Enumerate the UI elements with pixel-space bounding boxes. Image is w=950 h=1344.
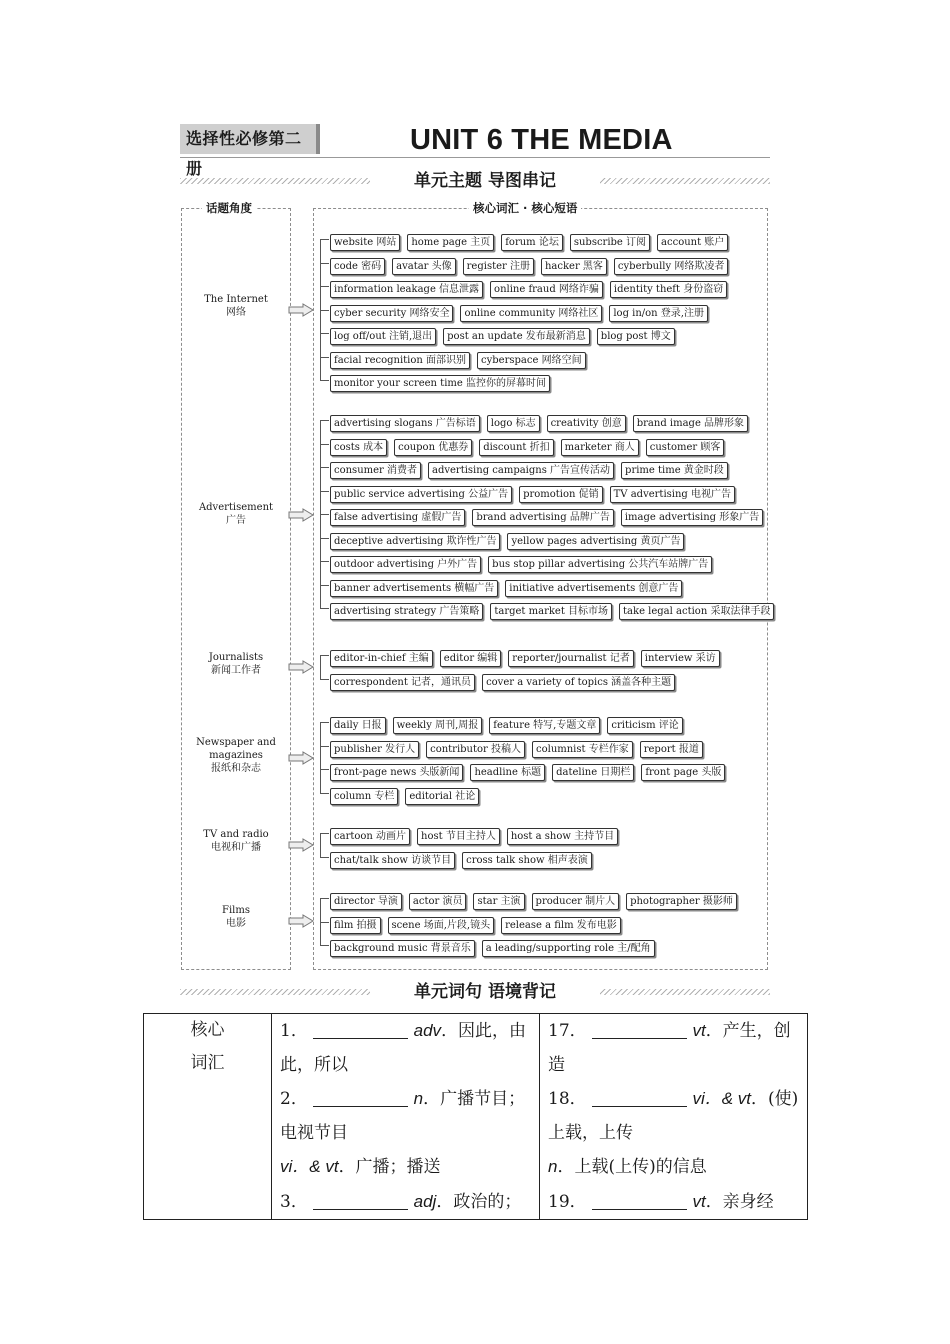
term-box: facial recognition 面部识别 (330, 352, 470, 369)
term-items (330, 737, 710, 758)
term-box: background music 背景音乐 (330, 940, 475, 957)
arrow-right-icon (288, 751, 314, 765)
term-box: column 专栏 (330, 788, 398, 805)
book-tag: 选择性必修第二册 (180, 124, 320, 154)
term-box: chat/talk show 访谈节目 (330, 852, 455, 869)
term-box: interview 采访 (641, 650, 720, 667)
term-items (330, 505, 770, 526)
topic-cn: 广告 (226, 515, 246, 526)
connector-tick (320, 333, 329, 334)
connector-tick (320, 608, 329, 609)
term-box: criticism 评论 (607, 717, 682, 734)
term-box: forum 论坛 (501, 234, 563, 251)
vocab-entry: vi．& vt．广播；播送 (280, 1157, 441, 1177)
term-box: feature 特写,专题文章 (489, 717, 600, 734)
topic-en: TV and radio (203, 829, 269, 840)
term-box: front page 头版 (641, 764, 725, 781)
term-box: blog post 博文 (597, 328, 675, 345)
connector-tick (320, 746, 329, 747)
term-items (330, 529, 691, 550)
term-box: discount 折扣 (479, 439, 553, 456)
connector-tick (320, 561, 329, 562)
connector-line (320, 722, 321, 794)
term-items (330, 670, 682, 691)
connector-tick (320, 357, 329, 358)
answer-blank[interactable] (592, 1191, 687, 1210)
term-box: logo 标志 (487, 415, 540, 432)
term-box: cyber security 网络安全 (330, 305, 453, 322)
section-label-mindmap: 单元主题 导图串记 (370, 168, 600, 194)
title-rule (180, 157, 770, 158)
vocab-entry: n．上载(上传)的信息 (548, 1157, 707, 1177)
topic-en: Journalists (208, 652, 264, 663)
term-box: advertising slogans 广告标语 (330, 415, 480, 432)
term-box: monitor your screen time 监控你的屏幕时间 (330, 375, 550, 392)
term-box: contributor 投稿人 (426, 741, 525, 758)
topic-journalists (181, 651, 291, 677)
term-box: brand image 品牌形象 (633, 415, 748, 432)
term-box: outdoor advertising 户外广告 (330, 556, 481, 573)
term-box: avatar 头像 (392, 258, 456, 275)
term-box: promotion 促销 (519, 486, 603, 503)
term-box: subscribe 订阅 (570, 234, 650, 251)
connector-tick (320, 514, 329, 515)
term-items (330, 435, 731, 456)
connector-tick (320, 538, 329, 539)
term-box: identity theft 身份盗窃 (610, 281, 727, 298)
connector-tick (320, 310, 329, 311)
term-items (330, 458, 735, 479)
answer-blank[interactable] (592, 1020, 687, 1039)
term-items (330, 599, 781, 620)
arrow-right-icon (288, 838, 314, 852)
connector-tick (320, 655, 329, 656)
term-box: cyberspace 网络空间 (477, 352, 586, 369)
term-box: information leakage 信息泄露 (330, 281, 483, 298)
term-box: register 注册 (463, 258, 534, 275)
term-box: cyberbully 网络欺凌者 (614, 258, 728, 275)
category-cell (144, 1014, 272, 1220)
topic-cn: 电视和广播 (211, 842, 261, 853)
term-box: banner advertisements 横幅广告 (330, 580, 498, 597)
term-box: yellow pages advertising 黄页广告 (507, 533, 684, 550)
connector-tick (320, 679, 329, 680)
term-box: correspondent 记者，通讯员 (330, 674, 475, 691)
vocab-column-right (540, 1014, 808, 1220)
section-label-words: 单元词句 语境背记 (370, 979, 600, 1005)
term-items (330, 324, 682, 345)
connector-tick (320, 467, 329, 468)
topic-cn: 新闻工作者 (211, 665, 261, 676)
connector-tick (320, 722, 329, 723)
term-box: headline 标题 (470, 764, 545, 781)
connector-tick (320, 239, 329, 240)
term-box: post an update 发布最新消息 (443, 328, 590, 345)
term-box: target market 目标市场 (490, 603, 612, 620)
topic-tv-radio (181, 828, 291, 854)
topic-en: Advertisement (198, 502, 274, 513)
connector-tick (320, 922, 329, 923)
term-items (330, 348, 593, 369)
term-box: log in/on 登录,注册 (609, 305, 708, 322)
term-box: columnist 专栏作家 (532, 741, 633, 758)
term-items (330, 411, 755, 432)
term-box: publisher 发行人 (330, 741, 419, 758)
term-box: creativity 创意 (547, 415, 626, 432)
term-box: image advertising 形象广告 (621, 509, 763, 526)
term-box: code 密码 (330, 258, 385, 275)
term-items (330, 889, 744, 910)
term-box: deceptive advertising 欺诈性广告 (330, 533, 500, 550)
term-items (330, 230, 735, 251)
answer-blank[interactable] (592, 1088, 687, 1107)
vocab-entry: 17． vt．产生，创造 (548, 1021, 791, 1075)
term-box: hacker 黑客 (541, 258, 607, 275)
term-box: prime time 黄金时段 (621, 462, 728, 479)
term-box: marketer 商人 (561, 439, 639, 456)
term-box: host 节目主持人 (417, 828, 500, 845)
term-box: home page 主页 (407, 234, 494, 251)
topic-cn: 报纸和杂志 (211, 763, 261, 774)
topic-en: Newspaper and magazines (196, 737, 276, 761)
category-line: 核心 (190, 1020, 225, 1040)
term-box: film 拍摄 (330, 917, 381, 934)
arrow-right-icon (288, 914, 314, 928)
topic-cn: 电影 (226, 918, 246, 929)
topic-internet (181, 293, 291, 319)
term-items (330, 254, 735, 275)
term-box: public service advertising 公益广告 (330, 486, 512, 503)
term-box: website 网站 (330, 234, 400, 251)
topic-en: The Internet (204, 294, 268, 305)
term-box: online fraud 网络诈骗 (490, 281, 603, 298)
vocab-column-left (272, 1014, 540, 1220)
connector-tick (320, 833, 329, 834)
term-box: costs 成本 (330, 439, 387, 456)
arrow-right-icon (288, 660, 314, 674)
connector-tick (320, 286, 329, 287)
term-box: editor 编辑 (440, 650, 502, 667)
term-box: coupon 优惠券 (394, 439, 472, 456)
term-box: cover a variety of topics 涵盖各种主题 (482, 674, 675, 691)
term-items (330, 936, 662, 957)
term-box: report 报道 (640, 741, 703, 758)
term-items (330, 713, 690, 734)
term-box: release a film 发布电影 (501, 917, 621, 934)
vocab-entry: 18． vi．& vt．(使)上载，上传 (548, 1089, 799, 1143)
term-items (330, 848, 599, 869)
term-box: director 导演 (330, 893, 402, 910)
term-items (330, 576, 689, 597)
term-box: take legal action 采取法律手段 (619, 603, 774, 620)
arrow-right-icon (288, 303, 314, 317)
topic-angle-title: 话题角度 (202, 200, 256, 216)
term-box: weekly 周刊,周报 (393, 717, 483, 734)
term-items (330, 301, 715, 322)
category-line: 词汇 (190, 1053, 225, 1073)
topic-angle-box (181, 201, 291, 970)
term-box: TV advertising 电视广告 (610, 486, 735, 503)
term-box: daily 日报 (330, 717, 386, 734)
vocab-entry: 1． adv．因此，由此，所以 (280, 1021, 527, 1075)
term-box: consumer 消费者 (330, 462, 421, 479)
connector-tick (320, 263, 329, 264)
term-box: producer 制片人 (532, 893, 620, 910)
term-box: cartoon 动画片 (330, 828, 410, 845)
term-items (330, 824, 625, 845)
connector-tick (320, 769, 329, 770)
vocab-entry: 2． n．广播节目；电视节目 (280, 1089, 526, 1143)
arrow-right-icon (288, 508, 314, 522)
term-box: customer 顾客 (646, 439, 725, 456)
term-box: advertising campaigns 广告宣传活动 (428, 462, 614, 479)
term-box: editorial 社论 (405, 788, 479, 805)
connector-line (320, 833, 321, 858)
core-words-title: 核心词汇 · 核心短语 (469, 200, 581, 216)
term-items (330, 913, 628, 934)
term-items (330, 646, 727, 667)
vocab-entry: 19． vt．亲身经 (548, 1191, 774, 1212)
term-box: star 主演 (473, 893, 524, 910)
term-items (330, 277, 734, 298)
term-items (330, 784, 486, 805)
vocab-entry: 3． adj．政治的； (280, 1191, 522, 1212)
term-box: online community 网络社区 (460, 305, 602, 322)
term-box: advertising strategy 广告策略 (330, 603, 483, 620)
term-box: false advertising 虚假广告 (330, 509, 465, 526)
term-box: bus stop pillar advertising 公共汽车站牌广告 (488, 556, 712, 573)
term-box: host a show 主持节目 (507, 828, 618, 845)
term-box: reporter/journalist 记者 (508, 650, 633, 667)
connector-line (320, 655, 321, 680)
term-box: actor 演员 (409, 893, 467, 910)
connector-tick (320, 420, 329, 421)
connector-tick (320, 491, 329, 492)
connector-tick (320, 793, 329, 794)
answer-blank[interactable] (313, 1191, 408, 1210)
section-band-mindmap (180, 168, 770, 194)
connector-tick (320, 898, 329, 899)
term-box: initiative advertisements 创意广告 (505, 580, 682, 597)
term-box: scene 场面,片段,镜头 (388, 917, 495, 934)
topic-en: Films (222, 905, 250, 916)
term-box: dateline 日期栏 (552, 764, 634, 781)
term-box: editor-in-chief 主编 (330, 650, 433, 667)
term-box: log off/out 注销,退出 (330, 328, 436, 345)
topic-newspaper (181, 736, 291, 775)
term-box: a leading/supporting role 主/配角 (482, 940, 655, 957)
term-box: photographer 摄影师 (626, 893, 737, 910)
topic-cn: 网络 (226, 307, 246, 318)
topic-advertisement (181, 501, 291, 527)
term-box: front-page news 头版新闻 (330, 764, 463, 781)
term-box: brand advertising 品牌广告 (472, 509, 613, 526)
term-items (330, 482, 742, 503)
connector-tick (320, 444, 329, 445)
answer-blank[interactable] (313, 1088, 408, 1107)
term-items (330, 371, 557, 392)
connector-tick (320, 945, 329, 946)
answer-blank[interactable] (313, 1020, 408, 1039)
term-items (330, 760, 732, 781)
connector-tick (320, 380, 329, 381)
term-box: account 账户 (657, 234, 728, 251)
connector-tick (320, 585, 329, 586)
term-box: cross talk show 相声表演 (462, 852, 592, 869)
term-items (330, 552, 719, 573)
unit-title: UNIT 6 THE MEDIA (410, 124, 673, 156)
connector-tick (320, 857, 329, 858)
topic-films (181, 904, 291, 930)
section-band-words (180, 979, 770, 1005)
vocab-table (143, 1013, 808, 1220)
